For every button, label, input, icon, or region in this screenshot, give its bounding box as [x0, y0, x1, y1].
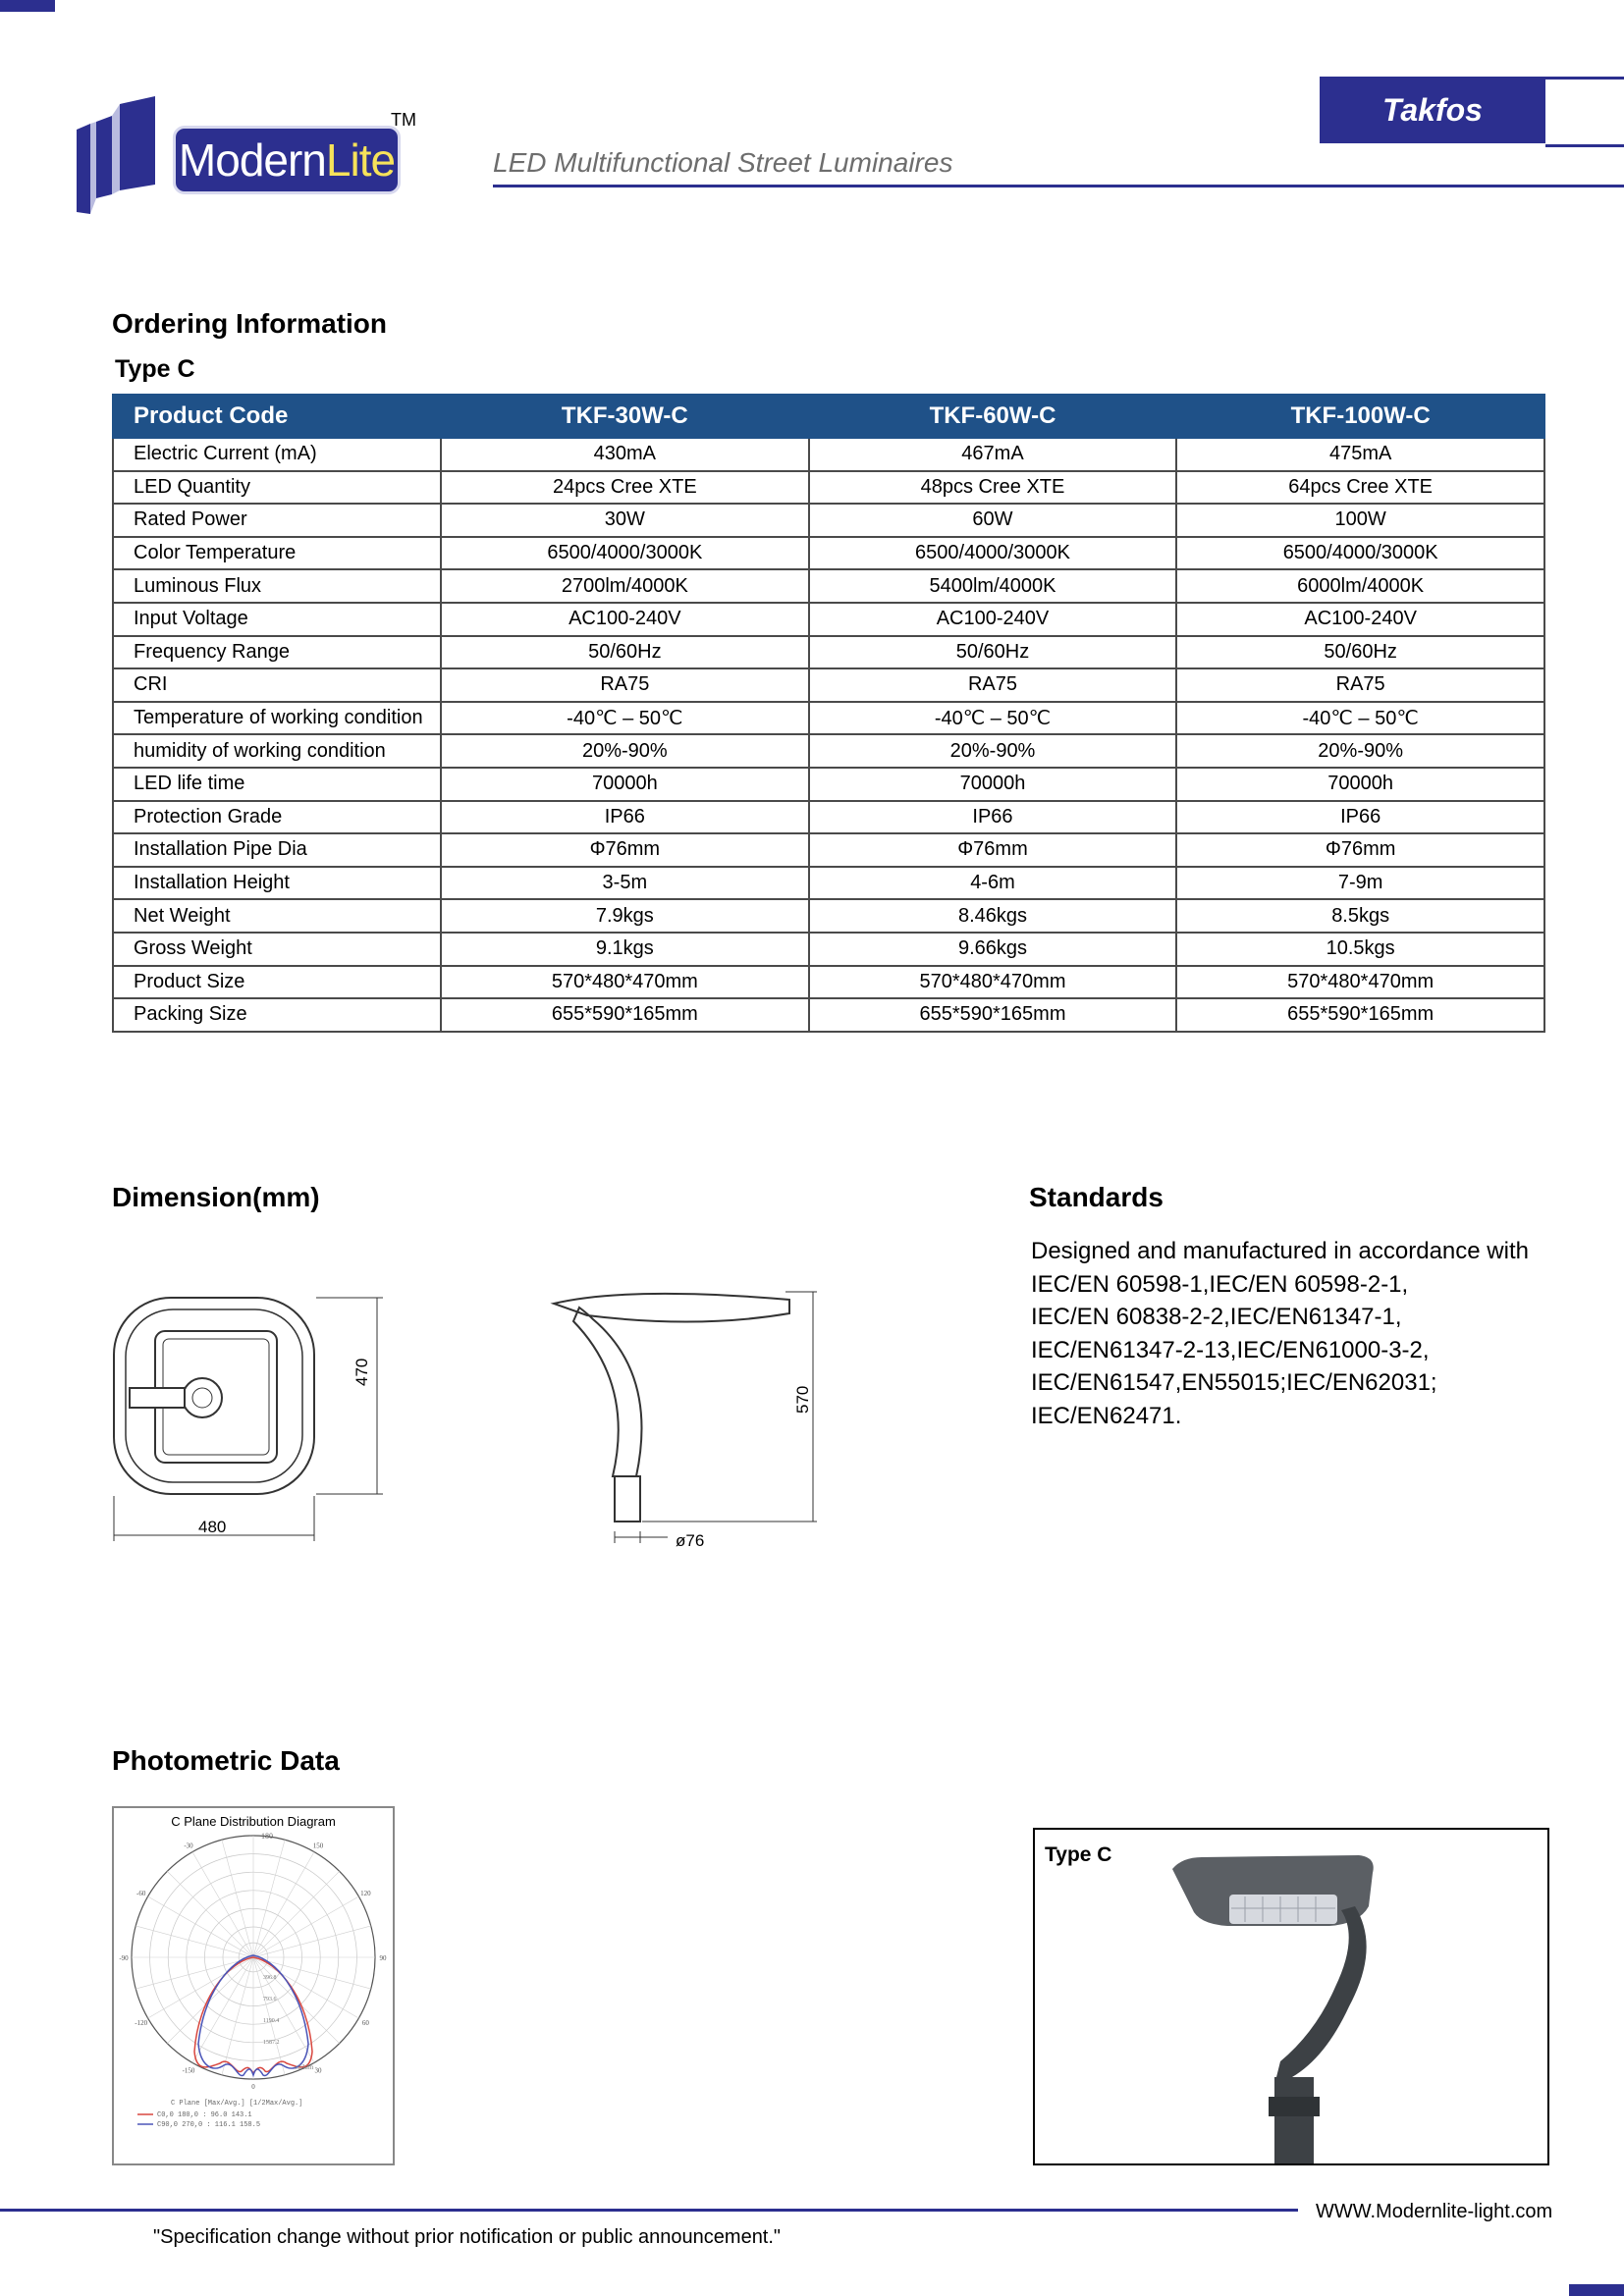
table-row — [113, 603, 1544, 636]
brand-wordmark — [173, 126, 401, 194]
corner-accent-bottom — [1569, 2284, 1624, 2296]
polar-angle-label: 30 — [314, 2066, 322, 2075]
row-label: Electric Current (mA) — [113, 438, 441, 471]
table-cell: 6500/4000/3000K — [809, 537, 1177, 570]
standards-line: IEC/EN 60838-2-2,IEC/EN61347-1, — [1031, 1304, 1402, 1330]
product-photo-panel — [1033, 1828, 1549, 2165]
table-cell: 20%-90% — [441, 734, 809, 768]
standards-title: Standards — [1029, 1182, 1164, 1212]
row-label: Color Temperature — [113, 537, 441, 570]
table-cell: -40℃ – 50℃ — [809, 702, 1177, 735]
table-cell: -40℃ – 50℃ — [1176, 702, 1544, 735]
table-cell: 6000lm/4000K — [1176, 569, 1544, 603]
row-label: Luminous Flux — [113, 569, 441, 603]
table-cell: 20%-90% — [809, 734, 1177, 768]
row-label: Product Size — [113, 966, 441, 999]
table-cell: -40℃ – 50℃ — [441, 702, 809, 735]
table-cell: 5400lm/4000K — [809, 569, 1177, 603]
polar-radial-label: 793.6 — [263, 1997, 277, 2002]
polar-grid — [119, 1836, 387, 2091]
row-label: CRI — [113, 668, 441, 702]
column-header: TKF-100W-C — [1176, 395, 1544, 438]
polar-angle-label: -90 — [119, 1954, 129, 1962]
top-view-height-label: 470 — [352, 1358, 371, 1386]
column-header: TKF-30W-C — [441, 395, 809, 438]
polar-radial-label: 396.8 — [263, 1975, 277, 1981]
table-row — [113, 833, 1544, 867]
table-cell: 7.9kgs — [441, 899, 809, 933]
corner-accent-top — [0, 0, 55, 12]
polar-diagram-title: C Plane Distribution Diagram — [171, 1814, 336, 1829]
table-cell: 50/60Hz — [809, 636, 1177, 669]
table-cell: 467mA — [809, 438, 1177, 471]
table-cell: 4-6m — [809, 867, 1177, 900]
row-label: LED life time — [113, 768, 441, 801]
legend-row-c90: C90,0 270,0 : 116.1 158.5 — [157, 2121, 261, 2129]
table-cell: 50/60Hz — [1176, 636, 1544, 669]
table-row — [113, 801, 1544, 834]
table-cell: 64pcs Cree XTE — [1176, 471, 1544, 505]
table-row — [113, 933, 1544, 966]
standards-line: IEC/EN61547,EN55015;IEC/EN62031; — [1031, 1369, 1437, 1396]
table-row — [113, 438, 1544, 471]
table-cell: AC100-240V — [1176, 603, 1544, 636]
table-header-row — [113, 395, 1544, 438]
footer-url[interactable]: WWW.Modernlite-light.com — [1316, 2201, 1553, 2222]
table-cell: 655*590*165mm — [809, 998, 1177, 1032]
ordering-type-label: Type C — [115, 355, 195, 383]
product-photo — [1035, 1830, 1547, 2163]
polar-angle-label: 90 — [379, 1954, 387, 1962]
table-cell: 20%-90% — [1176, 734, 1544, 768]
table-cell: 9.66kgs — [809, 933, 1177, 966]
table-row — [113, 702, 1544, 735]
table-row — [113, 899, 1544, 933]
trademark-symbol: TM — [391, 110, 416, 130]
footer-disclaimer: "Specification change without prior notification or public announcement." — [153, 2226, 782, 2248]
polar-angle-label: 150 — [312, 1842, 324, 1850]
side-view-drawing — [550, 1286, 835, 1561]
table-row — [113, 768, 1544, 801]
table-cell: 655*590*165mm — [441, 998, 809, 1032]
table-cell: 50/60Hz — [441, 636, 809, 669]
row-label: Net Weight — [113, 899, 441, 933]
brand-part-lite: Lite — [325, 134, 396, 186]
table-row — [113, 537, 1544, 570]
pipe-dia-label: ø76 — [676, 1531, 705, 1550]
polar-angle-label: -150 — [182, 2066, 195, 2075]
polar-radial-label: 1190.4 — [263, 2018, 280, 2024]
table-cell: 48pcs Cree XTE — [809, 471, 1177, 505]
column-header: TKF-60W-C — [809, 395, 1177, 438]
row-label: Installation Height — [113, 867, 441, 900]
table-row — [113, 668, 1544, 702]
spec-table — [112, 394, 1545, 1033]
table-cell: 3-5m — [441, 867, 809, 900]
table-cell: Φ76mm — [809, 833, 1177, 867]
table-cell: 6500/4000/3000K — [1176, 537, 1544, 570]
table-cell: 24pcs Cree XTE — [441, 471, 809, 505]
table-row — [113, 471, 1544, 505]
brand-part-modern: Modern — [178, 134, 326, 186]
table-cell: Φ76mm — [1176, 833, 1544, 867]
table-cell: 10.5kgs — [1176, 933, 1544, 966]
table-row — [113, 569, 1544, 603]
table-cell: 655*590*165mm — [1176, 998, 1544, 1032]
polar-angle-label: 0 — [251, 2083, 255, 2091]
column-header: Product Code — [113, 395, 441, 438]
polar-angle-label: 120 — [360, 1890, 371, 1897]
table-cell: IP66 — [809, 801, 1177, 834]
table-cell: 70000h — [809, 768, 1177, 801]
side-view-height-label: 570 — [793, 1385, 812, 1414]
table-cell: 2700lm/4000K — [441, 569, 809, 603]
row-label: Temperature of working condition — [113, 702, 441, 735]
table-cell: 475mA — [1176, 438, 1544, 471]
standards-line: Designed and manufactured in accordance with — [1031, 1238, 1529, 1264]
table-cell: RA75 — [809, 668, 1177, 702]
dimension-title: Dimension(mm) — [112, 1182, 320, 1212]
ordering-title: Ordering Information — [112, 308, 387, 339]
table-cell: 8.46kgs — [809, 899, 1177, 933]
table-cell: AC100-240V — [441, 603, 809, 636]
row-label: Protection Grade — [113, 801, 441, 834]
table-cell: 7-9m — [1176, 867, 1544, 900]
row-label: Packing Size — [113, 998, 441, 1032]
standards-line: IEC/EN62471. — [1031, 1402, 1182, 1429]
top-view-drawing — [108, 1286, 403, 1541]
polar-angle-top-label: 180 — [261, 1832, 273, 1841]
row-label: Installation Pipe Dia — [113, 833, 441, 867]
table-cell: 60W — [809, 504, 1177, 537]
table-cell: 70000h — [441, 768, 809, 801]
row-label: Frequency Range — [113, 636, 441, 669]
row-label: LED Quantity — [113, 471, 441, 505]
unit-label: cd/klm — [295, 2063, 314, 2071]
table-cell: 70000h — [1176, 768, 1544, 801]
polar-angle-label: -30 — [184, 1842, 193, 1850]
row-label: Input Voltage — [113, 603, 441, 636]
table-row — [113, 998, 1544, 1032]
product-photo-label: Type C — [1045, 1843, 1112, 1866]
row-label: humidity of working condition — [113, 734, 441, 768]
model-name-tag: Takfos — [1320, 77, 1545, 143]
table-cell: IP66 — [1176, 801, 1544, 834]
table-row — [113, 966, 1544, 999]
table-cell: 570*480*470mm — [441, 966, 809, 999]
table-cell: RA75 — [1176, 668, 1544, 702]
standards-line: IEC/EN61347-2-13,IEC/EN61000-3-2, — [1031, 1336, 1430, 1363]
legend-header: C Plane [Max/Avg.] [1/2Max/Avg.] — [171, 2100, 303, 2108]
polar-radial-label: 1587.2 — [263, 2040, 280, 2046]
table-row — [113, 636, 1544, 669]
photometric-title: Photometric Data — [112, 1745, 340, 1776]
table-cell: 570*480*470mm — [809, 966, 1177, 999]
table-cell: 8.5kgs — [1176, 899, 1544, 933]
row-label: Gross Weight — [113, 933, 441, 966]
top-view-width-label: 480 — [198, 1518, 227, 1536]
page-subtitle: LED Multifunctional Street Luminaires — [493, 147, 953, 178]
polar-angle-label: 60 — [361, 2019, 369, 2027]
table-cell: 30W — [441, 504, 809, 537]
model-tag-frame — [1545, 77, 1624, 147]
legend-row-c0: C0,0 180,0 : 96.0 143.1 — [157, 2111, 252, 2119]
polar-diagram-panel — [112, 1806, 395, 2165]
table-cell: 6500/4000/3000K — [441, 537, 809, 570]
standards-text — [1031, 1235, 1581, 1432]
polar-angle-label: -120 — [135, 2019, 148, 2027]
table-cell: Φ76mm — [441, 833, 809, 867]
table-cell: 430mA — [441, 438, 809, 471]
row-label: Rated Power — [113, 504, 441, 537]
table-cell: RA75 — [441, 668, 809, 702]
table-cell: IP66 — [441, 801, 809, 834]
standards-line: IEC/EN 60598-1,IEC/EN 60598-2-1, — [1031, 1270, 1409, 1298]
footer-rule — [0, 2209, 1298, 2212]
table-cell: 9.1kgs — [441, 933, 809, 966]
polar-angle-label: -60 — [136, 1890, 146, 1897]
subtitle-underline — [493, 185, 1624, 187]
table-cell: AC100-240V — [809, 603, 1177, 636]
table-row — [113, 734, 1544, 768]
table-cell: 100W — [1176, 504, 1544, 537]
table-row — [113, 867, 1544, 900]
table-cell: 570*480*470mm — [1176, 966, 1544, 999]
table-row — [113, 504, 1544, 537]
